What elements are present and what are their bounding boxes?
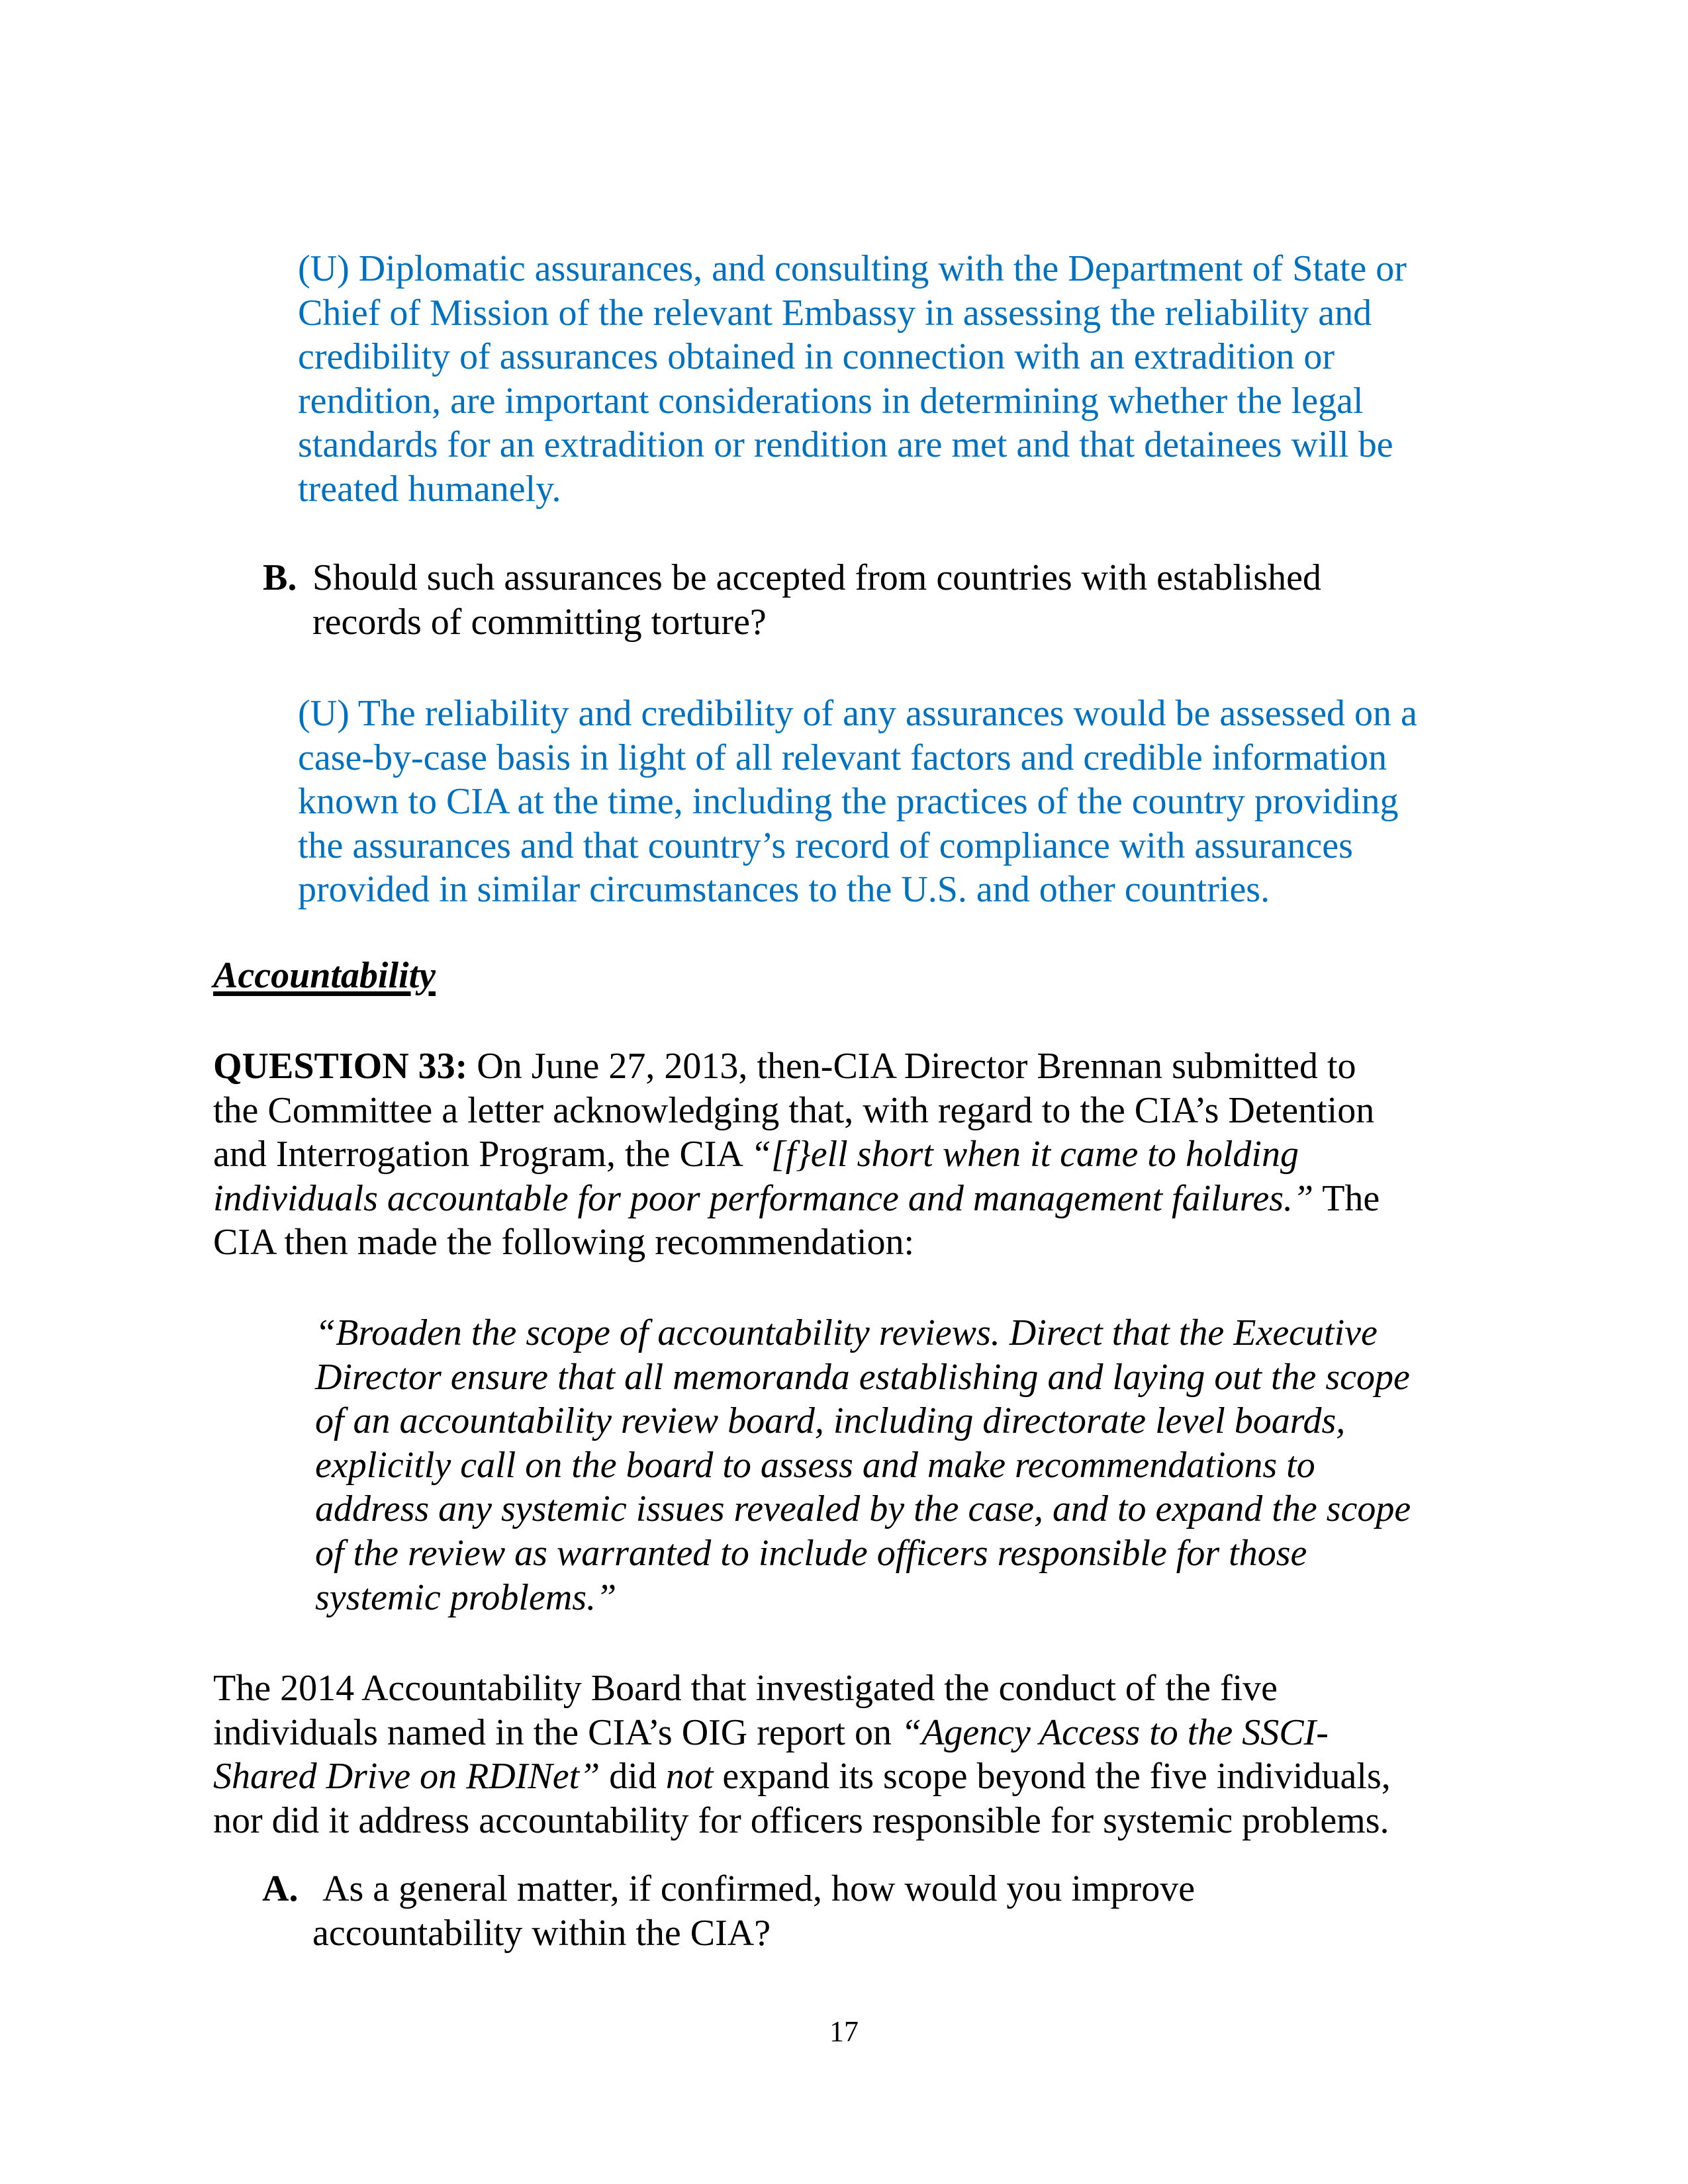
section-heading-accountability: Accountability: [213, 955, 436, 996]
quoted-text: individuals accountable for poor performance and management failures.”: [213, 1177, 1314, 1219]
quote-line: “Broaden the scope of accountability reviews. Direct that the Executive: [315, 1312, 1378, 1353]
paragraph-text: individuals named in the CIA’s OIG report on: [213, 1711, 901, 1753]
question-text: The: [1313, 1177, 1380, 1219]
answer-line: credibility of assurances obtained in connection with an extradition or: [298, 336, 1335, 378]
question-33-paragraph: [213, 1044, 1380, 1265]
subquestion-a-line-2: accountability within the CIA?: [312, 1913, 771, 1954]
subquestion-a-line-1: As a general matter, if confirmed, how would you improve: [322, 1868, 1196, 1909]
answer-paragraph-reliability: [298, 692, 1417, 912]
paragraph-line: The 2014 Accountability Board that investigated the conduct of the five: [213, 1668, 1278, 1709]
question-33-label: QUESTION 33:: [213, 1046, 468, 1087]
recommendation-quote: [315, 1311, 1411, 1619]
report-title: Shared Drive on RDINet”: [213, 1756, 600, 1797]
answer-line: the assurances and that country’s record of compliance with assurances: [298, 825, 1353, 866]
paragraph-text: did: [600, 1756, 666, 1797]
paragraph-line: [213, 1754, 1391, 1799]
answer-paragraph-diplomatic-assurances: [298, 247, 1407, 512]
answer-line: standards for an extradition or rendition are met and that detainees will be: [298, 424, 1393, 466]
quote-line: of the review as warranted to include officers responsible for those: [315, 1532, 1307, 1574]
question-line: Should such assurances be accepted from countries with established: [312, 557, 1322, 598]
question-text: and Interrogation Program, the CIA: [213, 1134, 751, 1175]
quoted-text: “[f}ell short when it came to holding: [750, 1134, 1299, 1175]
answer-line: case-by-case basis in light of all relevant factors and credible information: [298, 737, 1387, 778]
answer-line: rendition, are important considerations in determining whether the legal: [298, 380, 1364, 422]
question-line: [213, 1132, 1380, 1177]
question-line: the Committee a letter acknowledging that, with regard to the CIA’s Detention: [213, 1089, 1375, 1131]
paragraph-line: [213, 1711, 1391, 1755]
subquestion-b-text: [312, 556, 1321, 644]
quote-line: explicitly call on the board to assess and make recommendations to: [315, 1444, 1315, 1486]
answer-line: (U) The reliability and credibility of any assurances would be assessed on a: [298, 693, 1417, 734]
quote-line: Director ensure that all memoranda establishing and laying out the scope: [315, 1356, 1410, 1398]
quote-line: address any systemic issues revealed by the case, and to expand the scope: [315, 1488, 1411, 1530]
answer-line: (U) Diplomatic assurances, and consulting with the Department of State or: [298, 248, 1407, 289]
answer-line: treated humanely.: [298, 468, 561, 510]
question-text: On June 27, 2013, then-CIA Director Brennan submitted to: [467, 1046, 1356, 1087]
emphasis-not: not: [665, 1756, 714, 1797]
accountability-board-paragraph: [213, 1666, 1391, 1843]
report-title: “Agency Access to the SSCI-: [900, 1711, 1329, 1753]
subquestion-b-label: B.: [263, 557, 297, 598]
subquestion-a-label: A.: [262, 1868, 299, 1909]
answer-line: known to CIA at the time, including the practices of the country providing: [298, 781, 1399, 823]
paragraph-text: expand its scope beyond the five individuals,: [713, 1756, 1391, 1797]
answer-line: provided in similar circumstances to the U.S. and other countries.: [298, 869, 1270, 911]
question-line: CIA then made the following recommendation:: [213, 1222, 915, 1263]
question-line: records of committing torture?: [312, 601, 767, 643]
question-line: [213, 1177, 1380, 1221]
paragraph-line: nor did it address accountability for officers responsible for systemic problems.: [213, 1799, 1389, 1841]
question-line: [213, 1044, 1380, 1089]
page-number: 17: [829, 2015, 859, 2048]
quote-line: of an accountability review board, including directorate level boards,: [315, 1400, 1346, 1442]
answer-line: Chief of Mission of the relevant Embassy in assessing the reliability and: [298, 292, 1372, 334]
quote-line: systemic problems.”: [315, 1576, 617, 1618]
